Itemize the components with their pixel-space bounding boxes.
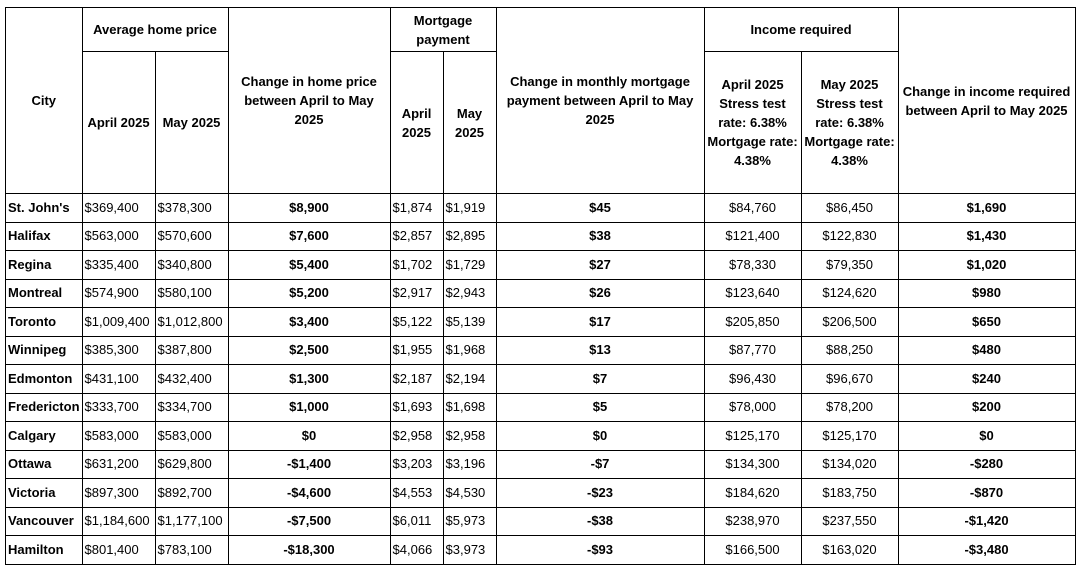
- housing-affordability-table: [5, 7, 1076, 565]
- city-cell: Halifax: [6, 222, 83, 251]
- mortgage-may-cell: $2,895: [443, 222, 496, 251]
- income-may-cell: $79,350: [801, 251, 898, 280]
- mortgage-may-cell: $4,530: [443, 479, 496, 508]
- income-change-cell: $200: [898, 393, 1075, 422]
- price-change-cell: $1,300: [228, 365, 390, 394]
- header-average-home-price: Average home price: [82, 8, 228, 52]
- income-may-cell: $237,550: [801, 507, 898, 536]
- price-april-cell: $369,400: [82, 194, 155, 223]
- mortgage-april-cell: $1,702: [390, 251, 443, 280]
- income-april-cell: $78,000: [704, 393, 801, 422]
- mortgage-change-cell: $38: [496, 222, 704, 251]
- mortgage-april-cell: $1,693: [390, 393, 443, 422]
- income-change-cell: $240: [898, 365, 1075, 394]
- income-may-cell: $88,250: [801, 336, 898, 365]
- price-april-cell: $563,000: [82, 222, 155, 251]
- mortgage-change-cell: $45: [496, 194, 704, 223]
- header-mortgage-payment: Mortgage payment: [390, 8, 496, 52]
- price-april-cell: $335,400: [82, 251, 155, 280]
- price-april-cell: $333,700: [82, 393, 155, 422]
- city-cell: Winnipeg: [6, 336, 83, 365]
- price-april-cell: $1,009,400: [82, 308, 155, 337]
- mortgage-may-cell: $1,968: [443, 336, 496, 365]
- mortgage-april-cell: $6,011: [390, 507, 443, 536]
- income-april-cell: $84,760: [704, 194, 801, 223]
- table-row: [6, 336, 1076, 365]
- mortgage-may-cell: $1,729: [443, 251, 496, 280]
- mortgage-may-cell: $5,973: [443, 507, 496, 536]
- mortgage-change-cell: -$23: [496, 479, 704, 508]
- price-may-cell: $783,100: [155, 536, 228, 565]
- mortgage-april-cell: $2,857: [390, 222, 443, 251]
- price-change-cell: -$7,500: [228, 507, 390, 536]
- price-change-cell: -$18,300: [228, 536, 390, 565]
- header-row-top: [6, 8, 1076, 52]
- mortgage-april-cell: $5,122: [390, 308, 443, 337]
- income-april-cell: $184,620: [704, 479, 801, 508]
- income-april-cell: $121,400: [704, 222, 801, 251]
- price-april-cell: $631,200: [82, 450, 155, 479]
- price-change-cell: $7,600: [228, 222, 390, 251]
- header-change-income: Change in income required between April to May 2025: [898, 8, 1075, 194]
- mortgage-may-cell: $2,958: [443, 422, 496, 451]
- table-row: [6, 450, 1076, 479]
- price-change-cell: $5,400: [228, 251, 390, 280]
- income-may-cell: $96,670: [801, 365, 898, 394]
- mortgage-change-cell: $13: [496, 336, 704, 365]
- income-change-cell: $1,430: [898, 222, 1075, 251]
- header-city: City: [6, 8, 83, 194]
- income-change-cell: $980: [898, 279, 1075, 308]
- table-row: [6, 507, 1076, 536]
- income-april-cell: $134,300: [704, 450, 801, 479]
- income-change-cell: -$1,420: [898, 507, 1075, 536]
- mortgage-change-cell: -$7: [496, 450, 704, 479]
- price-april-cell: $801,400: [82, 536, 155, 565]
- mortgage-april-cell: $4,066: [390, 536, 443, 565]
- price-may-cell: $580,100: [155, 279, 228, 308]
- mortgage-april-cell: $2,958: [390, 422, 443, 451]
- city-cell: Hamilton: [6, 536, 83, 565]
- city-cell: St. John's: [6, 194, 83, 223]
- city-cell: Edmonton: [6, 365, 83, 394]
- header-change-mortgage: Change in monthly mortgage payment between April to May 2025: [496, 8, 704, 194]
- income-may-cell: $78,200: [801, 393, 898, 422]
- income-april-cell: $78,330: [704, 251, 801, 280]
- table-row: [6, 222, 1076, 251]
- price-may-cell: $583,000: [155, 422, 228, 451]
- income-april-cell: $87,770: [704, 336, 801, 365]
- price-may-cell: $432,400: [155, 365, 228, 394]
- income-april-cell: $125,170: [704, 422, 801, 451]
- mortgage-may-cell: $1,919: [443, 194, 496, 223]
- header-price-may: May 2025: [155, 52, 228, 194]
- income-may-cell: $134,020: [801, 450, 898, 479]
- mortgage-change-cell: $27: [496, 251, 704, 280]
- mortgage-may-cell: $2,943: [443, 279, 496, 308]
- table-row: [6, 194, 1076, 223]
- price-may-cell: $570,600: [155, 222, 228, 251]
- city-cell: Ottawa: [6, 450, 83, 479]
- income-may-cell: $122,830: [801, 222, 898, 251]
- mortgage-april-cell: $1,874: [390, 194, 443, 223]
- table-row: [6, 308, 1076, 337]
- mortgage-change-cell: $0: [496, 422, 704, 451]
- city-cell: Fredericton: [6, 393, 83, 422]
- mortgage-may-cell: $3,973: [443, 536, 496, 565]
- price-change-cell: $8,900: [228, 194, 390, 223]
- income-change-cell: $0: [898, 422, 1075, 451]
- mortgage-may-cell: $3,196: [443, 450, 496, 479]
- income-change-cell: $480: [898, 336, 1075, 365]
- price-april-cell: $897,300: [82, 479, 155, 508]
- price-may-cell: $387,800: [155, 336, 228, 365]
- price-may-cell: $334,700: [155, 393, 228, 422]
- header-change-home-price: Change in home price between April to May 2025: [228, 8, 390, 194]
- city-cell: Toronto: [6, 308, 83, 337]
- header-price-april: April 2025: [82, 52, 155, 194]
- price-may-cell: $340,800: [155, 251, 228, 280]
- price-april-cell: $1,184,600: [82, 507, 155, 536]
- price-change-cell: $0: [228, 422, 390, 451]
- table-row: [6, 279, 1076, 308]
- income-may-cell: $206,500: [801, 308, 898, 337]
- income-may-cell: $86,450: [801, 194, 898, 223]
- table-row: [6, 393, 1076, 422]
- price-change-cell: $2,500: [228, 336, 390, 365]
- mortgage-change-cell: $5: [496, 393, 704, 422]
- header-income-april: April 2025 Stress test rate: 6.38% Mortgage rate: 4.38%: [704, 52, 801, 194]
- mortgage-change-cell: -$93: [496, 536, 704, 565]
- price-april-cell: $431,100: [82, 365, 155, 394]
- income-change-cell: -$3,480: [898, 536, 1075, 565]
- price-april-cell: $385,300: [82, 336, 155, 365]
- table-row: [6, 479, 1076, 508]
- income-may-cell: $183,750: [801, 479, 898, 508]
- price-change-cell: $1,000: [228, 393, 390, 422]
- income-april-cell: $166,500: [704, 536, 801, 565]
- income-change-cell: $1,020: [898, 251, 1075, 280]
- price-may-cell: $629,800: [155, 450, 228, 479]
- price-april-cell: $574,900: [82, 279, 155, 308]
- city-cell: Vancouver: [6, 507, 83, 536]
- price-april-cell: $583,000: [82, 422, 155, 451]
- mortgage-april-cell: $3,203: [390, 450, 443, 479]
- city-cell: Regina: [6, 251, 83, 280]
- header-mortgage-april: April 2025: [390, 52, 443, 194]
- mortgage-change-cell: $17: [496, 308, 704, 337]
- income-may-cell: $163,020: [801, 536, 898, 565]
- header-income-may: May 2025 Stress test rate: 6.38% Mortgage rate: 4.38%: [801, 52, 898, 194]
- mortgage-april-cell: $2,187: [390, 365, 443, 394]
- income-change-cell: $1,690: [898, 194, 1075, 223]
- price-may-cell: $378,300: [155, 194, 228, 223]
- table-row: [6, 365, 1076, 394]
- income-may-cell: $124,620: [801, 279, 898, 308]
- city-cell: Victoria: [6, 479, 83, 508]
- mortgage-april-cell: $2,917: [390, 279, 443, 308]
- mortgage-change-cell: $26: [496, 279, 704, 308]
- price-may-cell: $1,177,100: [155, 507, 228, 536]
- table-body: [6, 194, 1076, 565]
- table-row: [6, 422, 1076, 451]
- city-cell: Montreal: [6, 279, 83, 308]
- price-may-cell: $892,700: [155, 479, 228, 508]
- income-april-cell: $238,970: [704, 507, 801, 536]
- mortgage-may-cell: $1,698: [443, 393, 496, 422]
- header-mortgage-may: May 2025: [443, 52, 496, 194]
- table-row: [6, 536, 1076, 565]
- mortgage-may-cell: $2,194: [443, 365, 496, 394]
- city-cell: Calgary: [6, 422, 83, 451]
- mortgage-april-cell: $1,955: [390, 336, 443, 365]
- price-change-cell: $5,200: [228, 279, 390, 308]
- mortgage-may-cell: $5,139: [443, 308, 496, 337]
- price-change-cell: -$1,400: [228, 450, 390, 479]
- income-change-cell: -$870: [898, 479, 1075, 508]
- income-change-cell: -$280: [898, 450, 1075, 479]
- income-april-cell: $205,850: [704, 308, 801, 337]
- table-row: [6, 251, 1076, 280]
- income-april-cell: $123,640: [704, 279, 801, 308]
- income-change-cell: $650: [898, 308, 1075, 337]
- price-may-cell: $1,012,800: [155, 308, 228, 337]
- price-change-cell: -$4,600: [228, 479, 390, 508]
- mortgage-change-cell: -$38: [496, 507, 704, 536]
- price-change-cell: $3,400: [228, 308, 390, 337]
- mortgage-april-cell: $4,553: [390, 479, 443, 508]
- mortgage-change-cell: $7: [496, 365, 704, 394]
- header-income-required: Income required: [704, 8, 898, 52]
- income-april-cell: $96,430: [704, 365, 801, 394]
- income-may-cell: $125,170: [801, 422, 898, 451]
